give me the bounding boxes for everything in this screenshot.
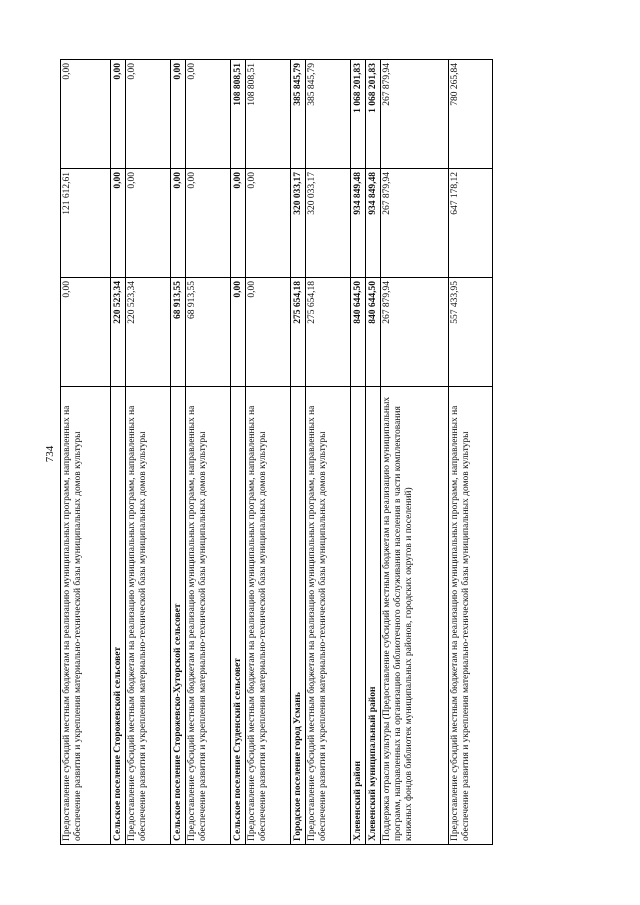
value-col-3: 1 068 201,83 xyxy=(366,60,381,169)
value-col-2: 647 178,12 xyxy=(449,169,493,278)
value-col-2: 320 033,17 xyxy=(291,169,306,278)
rotated-table-wrapper xyxy=(60,60,471,845)
value-col-1: 68 913,55 xyxy=(186,278,231,387)
value-col-1: 0,00 xyxy=(231,278,246,387)
row-description: Предоставление субсидий местным бюджетам на реализацию муниципальных программ, направленных на обеспечение развития и укрепления материально-технической базы муниципальных домов культуры xyxy=(449,387,493,845)
table-row xyxy=(246,60,291,845)
table-row xyxy=(126,60,171,845)
table-row xyxy=(366,60,381,845)
value-col-3: 1 068 201,83 xyxy=(351,60,366,169)
value-col-2: 320 033,17 xyxy=(306,169,351,278)
table-row xyxy=(351,60,366,845)
table-row xyxy=(61,60,111,845)
value-col-1: 267 879,94 xyxy=(381,278,449,387)
row-description: Предоставление субсидий местным бюджетам на реализацию муниципальных программ, направленных на обеспечение развития и укрепления материально-технической базы муниципальных домов культуры xyxy=(246,387,291,845)
table-row xyxy=(186,60,231,845)
table-row xyxy=(291,60,306,845)
value-col-2: 0,00 xyxy=(171,169,186,278)
row-description: Поддержка отрасли культуры (Предоставление субсидий местным бюджетам на реализацию муниципальных программ, направленных на организацию библиотечного обслуживания населения в части комплектования книжных фондов библиотек муниципальных районов, городских округов и поселений) xyxy=(381,387,449,845)
value-col-2: 934 849,48 xyxy=(366,169,381,278)
row-description: Городское поселение город Усмань xyxy=(291,387,306,845)
value-col-3: 108 808,51 xyxy=(231,60,246,169)
row-description: Сельское поселение Студенский сельсовет xyxy=(231,387,246,845)
value-col-2: 121 612,61 xyxy=(61,169,111,278)
row-description: Сельское поселение Сторожевской сельсовет xyxy=(111,387,126,845)
table-row xyxy=(381,60,449,845)
value-col-3: 385 845,79 xyxy=(291,60,306,169)
value-col-2: 0,00 xyxy=(231,169,246,278)
value-col-1: 840 644,50 xyxy=(366,278,381,387)
value-col-3: 0,00 xyxy=(61,60,111,169)
value-col-1: 220 523,34 xyxy=(111,278,126,387)
value-col-2: 934 849,48 xyxy=(351,169,366,278)
row-description: Предоставление субсидий местным бюджетам на реализацию муниципальных программ, направленных на обеспечение развития и укрепления материально-технической базы муниципальных домов культуры xyxy=(186,387,231,845)
row-description: Хлевенский район xyxy=(351,387,366,845)
table-row xyxy=(111,60,126,845)
value-col-1: 557 433,95 xyxy=(449,278,493,387)
value-col-3: 0,00 xyxy=(126,60,171,169)
value-col-3: 0,00 xyxy=(171,60,186,169)
row-description: Сельское поселение Сторожевско-Хуторской сельсовет xyxy=(171,387,186,845)
value-col-1: 220 523,34 xyxy=(126,278,171,387)
row-description: Хлевенский муниципальный район xyxy=(366,387,381,845)
table-row xyxy=(449,60,493,845)
row-description: Предоставление субсидий местным бюджетам на реализацию муниципальных программ, направленных на обеспечение развития и укрепления материально-технической базы муниципальных домов культуры xyxy=(126,387,171,845)
value-col-1: 68 913,55 xyxy=(171,278,186,387)
value-col-2: 0,00 xyxy=(246,169,291,278)
value-col-3: 0,00 xyxy=(111,60,126,169)
table-row xyxy=(231,60,246,845)
row-description: Предоставление субсидий местным бюджетам на реализацию муниципальных программ, направленных на обеспечение развития и укрепления материально-технической базы муниципальных домов культуры xyxy=(61,387,111,845)
value-col-1: 275 654,18 xyxy=(291,278,306,387)
value-col-3: 780 265,84 xyxy=(449,60,493,169)
page-number: 734 xyxy=(44,445,56,463)
value-col-1: 840 644,50 xyxy=(351,278,366,387)
value-col-2: 0,00 xyxy=(126,169,171,278)
value-col-3: 108 808,51 xyxy=(246,60,291,169)
value-col-3: 267 879,94 xyxy=(381,60,449,169)
table-row xyxy=(171,60,186,845)
value-col-3: 385 845,79 xyxy=(306,60,351,169)
value-col-1: 0,00 xyxy=(246,278,291,387)
value-col-2: 0,00 xyxy=(111,169,126,278)
value-col-1: 275 654,18 xyxy=(306,278,351,387)
value-col-1: 0,00 xyxy=(61,278,111,387)
budget-table xyxy=(60,59,493,845)
row-description: Предоставление субсидий местным бюджетам на реализацию муниципальных программ, направленных на обеспечение развития и укрепления материально-технической базы муниципальных домов культуры xyxy=(306,387,351,845)
value-col-2: 267 879,94 xyxy=(381,169,449,278)
value-col-3: 0,00 xyxy=(186,60,231,169)
table-row xyxy=(306,60,351,845)
value-col-2: 0,00 xyxy=(186,169,231,278)
